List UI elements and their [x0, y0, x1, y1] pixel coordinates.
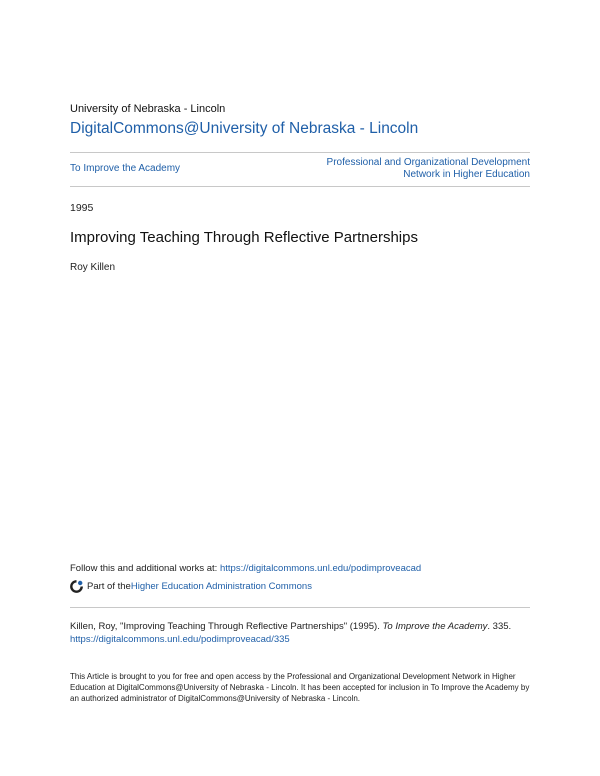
commons-link[interactable]: Higher Education Administration Commons [130, 581, 312, 592]
commons-network-icon [70, 580, 83, 593]
series-link-to-improve-the-academy[interactable]: To Improve the Academy [70, 163, 181, 174]
repository-link[interactable]: DigitalCommons@University of Nebraska - Lincoln [70, 120, 419, 137]
recommended-citation [70, 620, 530, 646]
citation-suffix: . 335. [487, 621, 512, 632]
part-of-label: Part of the [87, 581, 131, 592]
citation-prefix: Killen, Roy, "Improving Teaching Through Reflective Partnerships" (1995). [70, 621, 383, 632]
follow-url-link[interactable]: https://digitalcommons.unl.edu/podimproveacad [219, 563, 422, 574]
top-divider [70, 152, 530, 153]
citation-divider [70, 607, 530, 608]
article-author: Roy Killen [70, 262, 116, 273]
series-divider [70, 186, 530, 187]
article-title: Improving Teaching Through Reflective Partnerships [70, 229, 418, 246]
citation-journal: To Improve the Academy [382, 621, 488, 632]
citation-url-link[interactable]: https://digitalcommons.unl.edu/podimproveacad/335 [70, 634, 290, 645]
publication-year: 1995 [70, 202, 94, 214]
follow-line [70, 563, 421, 574]
follow-label: Follow this and additional works at: [70, 563, 220, 574]
series-link-pod-network[interactable]: Professional and Organizational Development Network in Higher Education [326, 157, 530, 180]
university-name: University of Nebraska - Lincoln [70, 103, 226, 115]
part-of-line [70, 580, 312, 593]
access-notice: This Article is brought to you for free and open access by the Professional and Organizational Development Network in Higher Education at DigitalCommons@University of Nebraska - Lincoln. It has been accepted for inclusion in To Improve the Academy by an authorized administrator of DigitalCommons@University of Nebraska - Lincoln. [70, 672, 530, 703]
